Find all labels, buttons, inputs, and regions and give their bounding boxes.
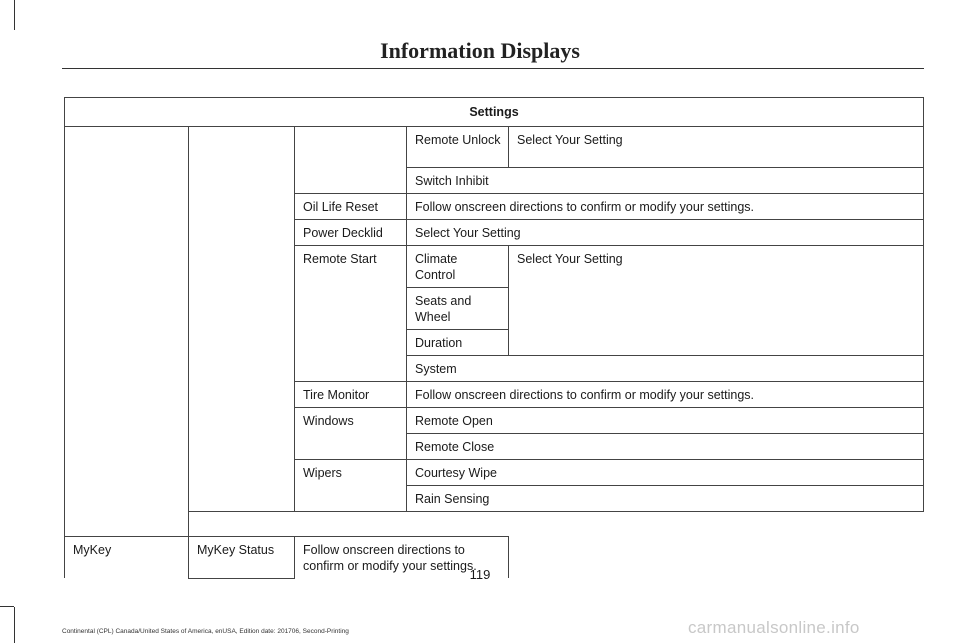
cell-switch-inhibit: Switch Inhibit	[407, 168, 924, 194]
cell-remote-start: Remote Start	[295, 246, 407, 382]
cell-remote-unlock: Remote Unlock	[407, 127, 509, 168]
cell-mykey-status: MyKey Status	[189, 537, 295, 579]
header-divider	[62, 68, 924, 69]
cell-tire-monitor: Tire Monitor	[295, 382, 407, 408]
cell-wipers: Wipers	[295, 460, 407, 512]
level3-cell	[295, 127, 407, 194]
cell-rain-sensing: Rain Sensing	[407, 486, 924, 512]
table-header-row	[65, 98, 924, 127]
cell-select-setting: Select Your Setting	[407, 220, 924, 246]
cell-power-decklid: Power Decklid	[295, 220, 407, 246]
cell-follow-directions: Follow onscreen directions to confirm or modify your settings.	[407, 382, 924, 408]
cell-oil-life-reset: Oil Life Reset	[295, 194, 407, 220]
cell-courtesy-wipe: Courtesy Wipe	[407, 460, 924, 486]
cell-seats-wheel: Seats and Wheel	[407, 288, 509, 330]
footer-edition: Continental (CPL) Canada/United States of America, enUSA, Edition date: 201706, Second-Printing	[62, 628, 349, 635]
cell-mykey: MyKey	[65, 537, 189, 579]
cell-system: System	[407, 356, 924, 382]
table-row	[65, 127, 924, 168]
crop-mark-bottom-rule	[0, 606, 14, 607]
cell-follow-directions: Follow onscreen directions to confirm or modify your settings.	[295, 537, 509, 579]
watermark: carmanualsonline.info	[688, 618, 860, 637]
cell-remote-open: Remote Open	[407, 408, 924, 434]
settings-table	[64, 97, 924, 579]
crop-mark-top	[0, 0, 15, 30]
cell-select-setting: Select Your Setting	[509, 246, 924, 356]
cell-follow-directions: Follow onscreen directions to confirm or modify your settings.	[407, 194, 924, 220]
crop-mark-bottom	[0, 607, 15, 643]
cell-select-setting: Select Your Setting	[509, 127, 924, 168]
table-row	[65, 512, 924, 537]
level1-cell	[65, 127, 189, 537]
cell-windows: Windows	[295, 408, 407, 460]
table-title: Settings	[65, 98, 924, 127]
page-number: 119	[469, 567, 491, 582]
page-title: Information Displays	[380, 38, 580, 63]
cell-remote-close: Remote Close	[407, 434, 924, 460]
cell-duration: Duration	[407, 330, 509, 356]
cell-climate-control: Climate Control	[407, 246, 509, 288]
level2-cell	[189, 127, 295, 512]
